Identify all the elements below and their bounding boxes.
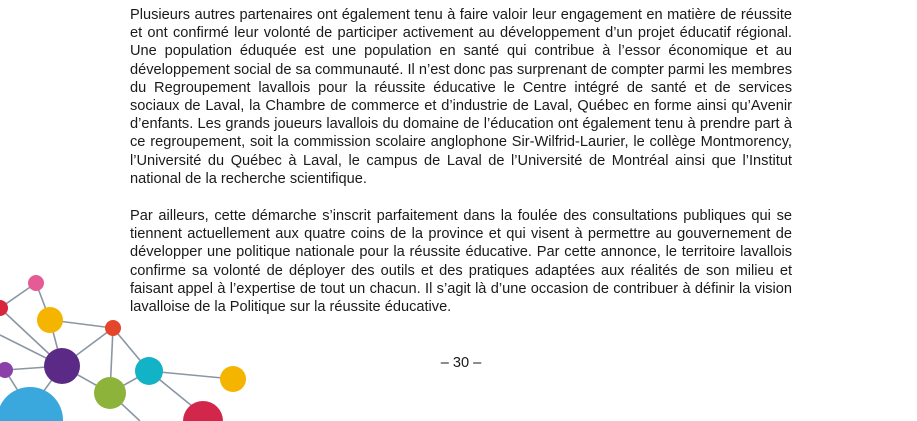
node-orange-red	[105, 320, 121, 336]
paragraph-partners: Plusieurs autres partenaires ont également tenu à faire valoir leur engagement en matière de réussite et ont confirmé leur volonté de participer activement au développement d’un projet éducatif régional. Une population éduquée est une population en santé qui contribue à l’essor économique et au développement social de sa communauté. Il n’est donc pas surprenant de compter parmi les membres du Regroupement lavallois pour la réussite éducative le Centre intégré de santé et de services sociaux de Laval, la Chambre de commerce et d’industrie de Laval, Québec en forme ainsi qu’Avenir d’enfants. Les grands joueurs lavallois du domaine de l’éducation ont également tenu à prendre part à ce regroupement, soit la commission scolaire anglophone Sir-Wilfrid-Laurier, le collège Montmorency, l’Université du Québec à Laval, le campus de Laval de l’Université de Montréal ainsi que l’Institut national de la recherche scientifique.	[130, 7, 792, 187]
node-pink	[28, 275, 44, 291]
node-violet	[0, 362, 13, 378]
node-purple	[44, 348, 80, 384]
node-yellow	[37, 307, 63, 333]
network-graphic-icon	[0, 250, 260, 421]
node-teal	[135, 357, 163, 385]
page-number: – 30 –	[440, 355, 482, 371]
node-yellow-right	[220, 366, 246, 392]
node-blue	[0, 387, 63, 421]
node-green	[94, 377, 126, 409]
paragraph-consultations: Par ailleurs, cette démarche s’inscrit parfaitement dans la foulée des consultations publiques qui se tiennent actuellement aux quatre coins de la province et qui visent à permettre au gouvernement de développer une politique nationale pour la réussite éducative. Par cette annonce, le territoire lavallois confirme sa volonté de déployer des outils et des pratiques adaptées aux réalités de son milieu et faisant appel à l’expertise de tout un chacun. Il s’agit là d’une occasion de contribuer à définir la vision lavalloise de la Politique sur la réussite éducative.	[130, 208, 792, 316]
